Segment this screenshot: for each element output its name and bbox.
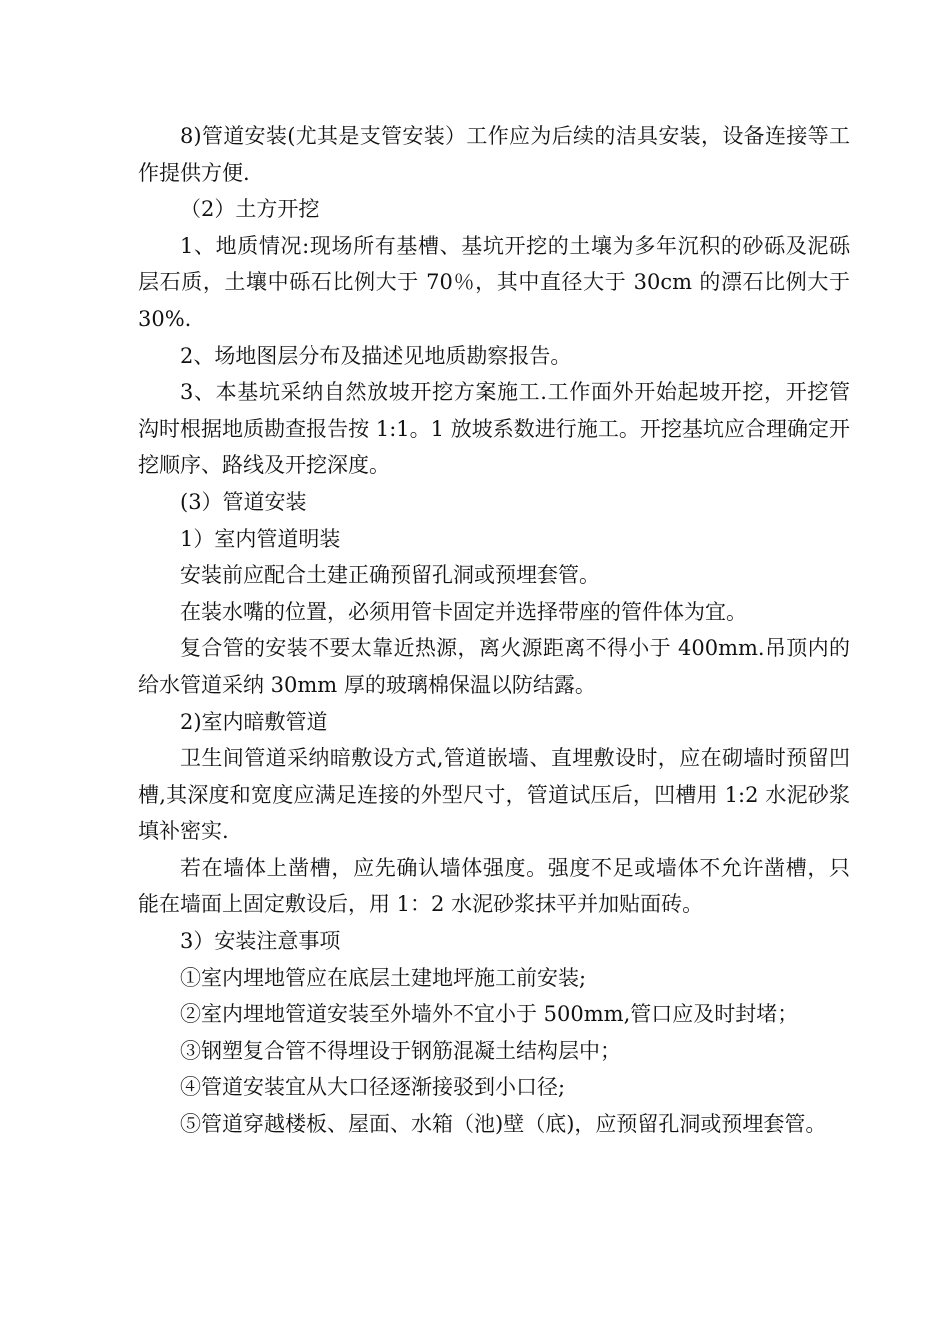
section-heading-pipe-install: (3）管道安装: [180, 489, 307, 514]
list-item-note-2: ②室内埋地管道安装至外墙外不宜小于 500mm,管口应及时封堵；: [180, 1002, 799, 1027]
paragraph-geology: 1、地质情况:现场所有基槽、基坑开挖的土壤为多年沉积的砂砾及泥砾层石质，土壤中砾石比例大于 70％，其中直径大于 30cm 的漂石比例大于 30%.: [138, 233, 850, 331]
section-heading-earthwork: （2）土方开挖: [180, 197, 320, 222]
subheading-install-notes: 3）安装注意事项: [180, 929, 341, 954]
document-body: [138, 118, 850, 1143]
list-item-note-1: ①室内埋地管应在底层土建地坪施工前安装;: [180, 965, 587, 990]
list-item-note-3: ③钢塑复合管不得埋设于钢筋混凝土结构层中；: [180, 1038, 621, 1063]
list-item-note-5: ⑤管道穿越楼板、屋面、水箱（池)壁（底)，应预留孔洞或预埋套管。: [180, 1112, 827, 1137]
paragraph-reserve-holes: 安装前应配合土建正确预留孔洞或预埋套管。: [180, 563, 600, 588]
subheading-exposed-pipes: 1）室内管道明装: [180, 526, 341, 551]
paragraph-faucet-fixing: 在装水嘴的位置，必须用管卡固定并选择带座的管件体为宜。: [180, 599, 747, 624]
paragraph-composite-pipe: 复合管的安装不要太靠近热源，离火源距离不得小于 400mm.吊顶内的给水管道采纳 30mm 厚的玻璃棉保温以防结露。: [138, 636, 850, 697]
paragraph-pipe-install-note-8: 8)管道安装(尤其是支管安装）工作应为后续的洁具安装，设备连接等工作提供方便.: [138, 124, 850, 185]
paragraph-site-layers: 2、场地图层分布及描述见地质勘察报告。: [180, 343, 572, 368]
paragraph-excavation-plan: 3、本基坑采纳自然放坡开挖方案施工.工作面外开始起坡开挖，开挖管沟时根据地质勘查报告按 1:1。1 放坡系数进行施工。开挖基坑应合理确定开挖顺序、路线及开挖深度。: [138, 380, 850, 478]
paragraph-wall-groove: 若在墙体上凿槽，应先确认墙体强度。强度不足或墙体不允许凿槽，只能在墙面上固定敷设后，用 1：2 水泥砂浆抹平并加贴面砖。: [138, 855, 850, 917]
subheading-concealed-pipes: 2)室内暗敷管道: [180, 709, 328, 734]
list-item-note-4: ④管道安装宜从大口径逐渐接驳到小口径;: [180, 1075, 566, 1100]
paragraph-bathroom-concealed: 卫生间管道采纳暗敷设方式,管道嵌墙、直埋敷设时，应在砌墙时预留凹槽,其深度和宽度应满足连接的外型尺寸，管道试压后，凹槽用 1:2 水泥砂浆填补密实.: [138, 746, 850, 844]
